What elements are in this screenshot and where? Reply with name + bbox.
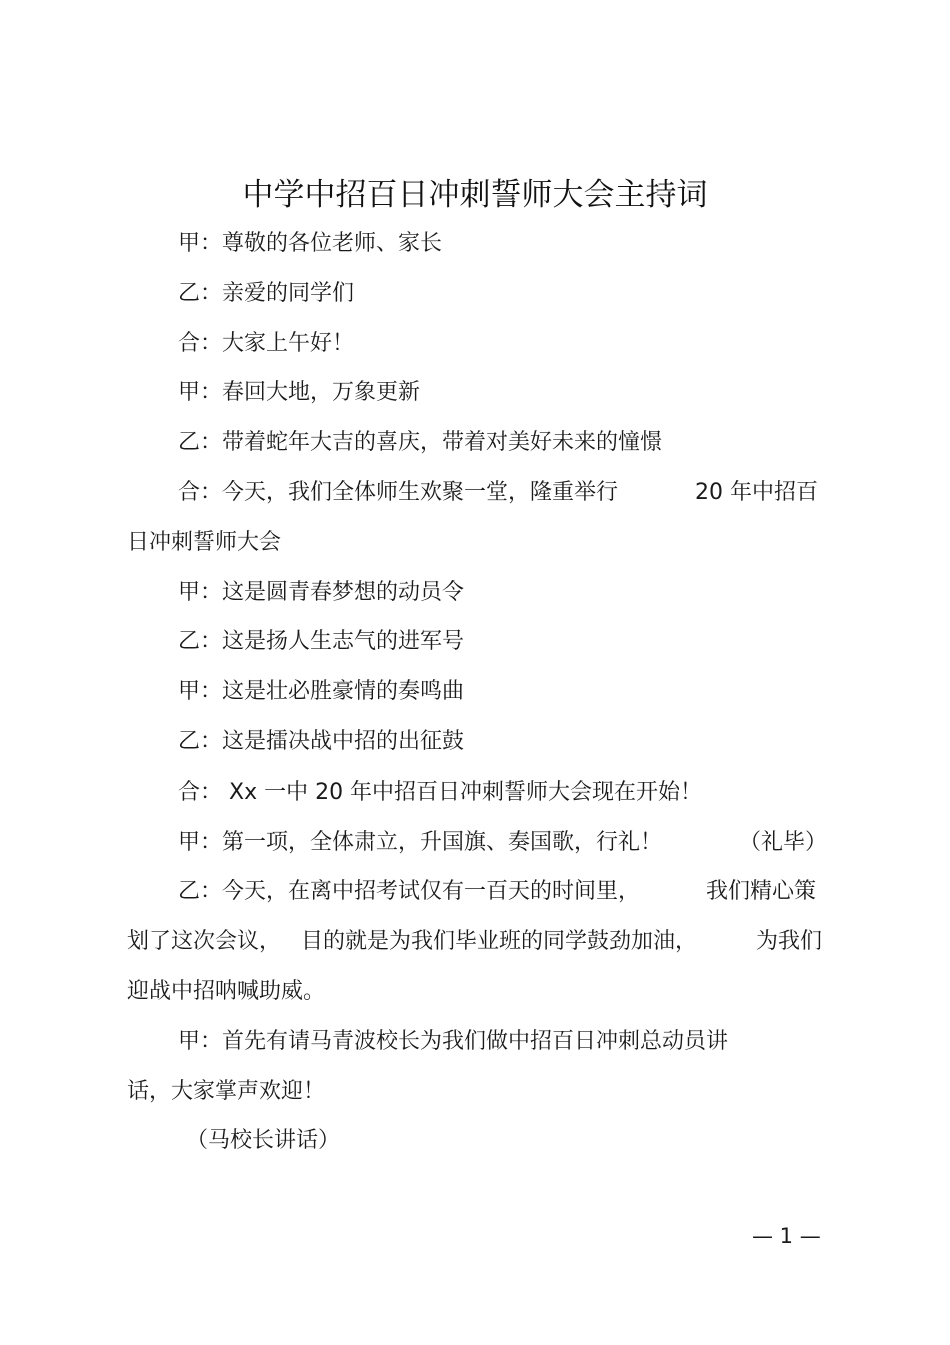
paragraph-line: 划了这次会议， bbox=[127, 929, 282, 954]
paragraph-line: 乙：这是擂决战中招的出征鼓 bbox=[178, 729, 465, 754]
paragraph-line: 甲：第一项，全体肃立，升国旗、奏国歌，行礼！ bbox=[178, 830, 663, 855]
paragraph-line-segment: （礼毕） bbox=[739, 830, 828, 855]
paragraph-line: 甲：春回大地，万象更新 bbox=[178, 380, 421, 405]
paragraph-line-segment: 目的就是为我们毕业班的同学鼓劲加油， bbox=[301, 929, 698, 954]
paragraph-line: 合：大家上午好！ bbox=[178, 331, 355, 356]
paragraph-line: 迎战中招呐喊助威。 bbox=[127, 979, 326, 1004]
paragraph-line: 乙：亲爱的同学们 bbox=[178, 281, 355, 306]
paragraph-line-segment: 20 年中招百 bbox=[695, 480, 818, 505]
paragraph-line: 日冲刺誓师大会 bbox=[127, 530, 282, 555]
paragraph-line: 乙：这是扬人生志气的进军号 bbox=[178, 629, 465, 654]
paragraph-line: 甲：这是圆青春梦想的动员令 bbox=[178, 580, 465, 605]
paragraph-line-segment: 我们精心策 bbox=[706, 879, 817, 904]
document-title: 中学中招百日冲刺誓师大会主持词 bbox=[242, 177, 708, 213]
paragraph-line: 乙：今天，在离中招考试仅有一百天的时间里， bbox=[178, 879, 641, 904]
paragraph-line: 甲：这是壮必胜豪情的奏鸣曲 bbox=[178, 679, 465, 704]
paragraph-line: （马校长讲话） bbox=[186, 1128, 341, 1153]
paragraph-line: 合：今天，我们全体师生欢聚一堂，隆重举行 bbox=[178, 480, 619, 505]
paragraph-line: 甲：首先有请马青波校长为我们做中招百日冲刺总动员讲 bbox=[178, 1029, 729, 1054]
paragraph-line: 甲：尊敬的各位老师、家长 bbox=[178, 231, 443, 256]
paragraph-line: 合： Xx 一中 20 年中招百日冲刺誓师大会现在开始！ bbox=[178, 780, 703, 805]
paragraph-line: 乙：带着蛇年大吉的喜庆，带着对美好未来的憧憬 bbox=[178, 430, 663, 455]
paragraph-line-segment: 为我们 bbox=[756, 929, 823, 954]
page-number: — 1 — bbox=[752, 1224, 821, 1248]
paragraph-line: 话，大家掌声欢迎！ bbox=[127, 1079, 326, 1104]
